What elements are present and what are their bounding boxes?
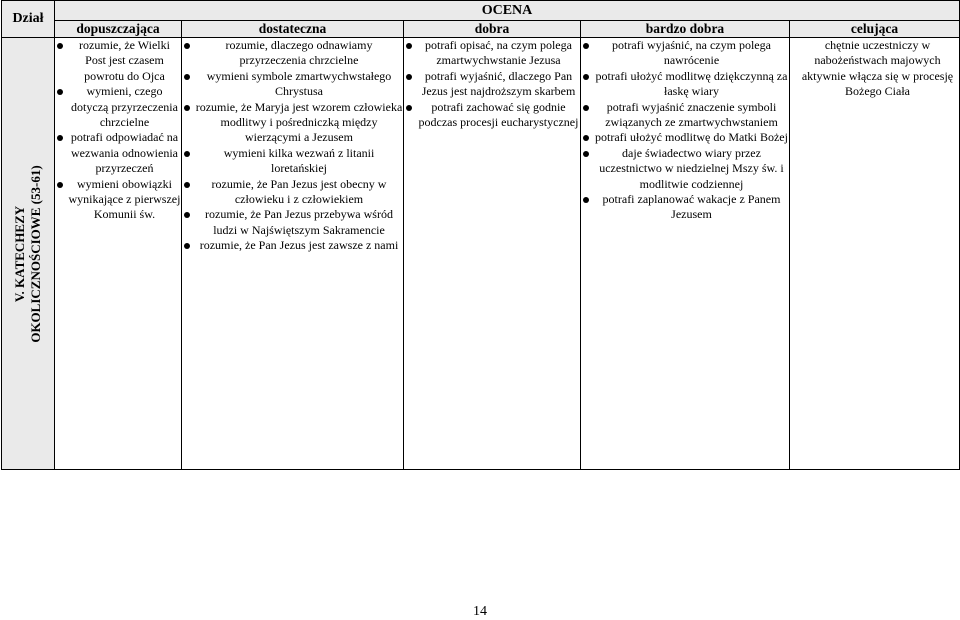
item-text: potrafi zachować się godnie podczas procesji eucharystycznej: [418, 99, 579, 130]
bullet-icon: [583, 151, 589, 157]
list-item: [404, 100, 580, 131]
item-text: rozumie, że Pan Jezus jest zawsze z nami: [199, 238, 399, 253]
list-item: [55, 84, 181, 130]
list-item: [404, 38, 580, 69]
column-celujaca: [790, 38, 960, 470]
list-item: [182, 238, 403, 253]
list-item: [182, 207, 403, 238]
bullet-icon: [184, 74, 190, 80]
list-item: [182, 177, 403, 208]
bullet-icon: [184, 43, 190, 49]
grade-header-dostateczna: dostateczna: [182, 21, 404, 38]
item-text: potrafi ułożyć modlitwę dziękczynną za łaskę wiary: [595, 68, 788, 99]
list-bardzo-dobra: [581, 38, 789, 223]
item-text: wymieni, czego dotyczą przyrzeczenia chrzcielne: [71, 84, 178, 130]
grade-header-dobra: dobra: [404, 21, 581, 38]
bullet-icon: [583, 74, 589, 80]
section-subtitle: OKOLICZNOŚCIOWE (53-61): [28, 164, 43, 343]
bullet-icon: [184, 151, 190, 157]
item-text: rozumie, że Pan Jezus przebywa wśród ludzi w Najświętszym Sakramencie: [205, 207, 393, 237]
bullet-icon: [184, 182, 190, 188]
bullet-icon: [583, 197, 589, 203]
list-item: [581, 130, 789, 145]
list-dopuszczajaca: [55, 38, 181, 223]
bullet-icon: [406, 74, 412, 80]
grade-header-dopuszczajaca: dopuszczająca: [55, 21, 182, 38]
list-item: [55, 130, 181, 176]
column-dopuszczajaca: [55, 38, 182, 470]
grade-header-celujaca: celująca: [790, 21, 960, 38]
list-item: [182, 100, 403, 146]
list-dobra: [404, 38, 580, 130]
item-text: wymieni obowiązki wynikające z pierwszej Komunii św.: [68, 176, 181, 222]
item-text: wymieni symbole zmartwychwstałego Chrystusa: [206, 68, 392, 99]
grading-table: [1, 0, 960, 470]
list-item: [581, 38, 789, 69]
item-text: potrafi odpowiadać na wezwania odnowienia przyrzeczeń: [70, 130, 179, 176]
list-dostateczna: [182, 38, 403, 254]
section-title: V. KATECHEZY: [12, 205, 27, 302]
list-item: [581, 146, 789, 192]
item-text: potrafi wyjaśnić, dlaczego Pan Jezus jest najdroższym skarbem: [421, 68, 576, 99]
item-text: potrafi wyjaśnić znaczenie symboli związanych ze zmartwychwstaniem: [605, 99, 778, 130]
list-item: [581, 100, 789, 131]
item-text: rozumie, dlaczego odnawiamy przyrzeczenia chrzcielne: [225, 38, 373, 68]
section-label: [12, 165, 44, 342]
column-dostateczna: [182, 38, 404, 470]
item-text: chętnie uczestniczy w nabożeństwach majowych: [814, 38, 941, 68]
list-item: [182, 69, 403, 100]
list-item: [182, 146, 403, 177]
item-text: potrafi ułożyć modlitwę do Matki Bożej: [595, 130, 788, 145]
list-item: [581, 192, 789, 223]
ocena-header: OCENA: [55, 1, 960, 21]
list-item: [790, 38, 959, 69]
bullet-icon: [583, 43, 589, 49]
bullet-icon: [583, 105, 589, 111]
bullet-icon: [184, 105, 190, 111]
dzial-header: Dział: [2, 1, 55, 38]
column-dobra: [404, 38, 581, 470]
list-item: [581, 69, 789, 100]
column-bardzo-dobra: [581, 38, 790, 470]
bullet-icon: [184, 212, 190, 218]
list-item: [55, 38, 181, 84]
item-text: wymieni kilka wezwań z litanii loretańskiej: [223, 145, 375, 176]
bullet-icon: [406, 105, 412, 111]
page-number: 14: [473, 604, 487, 619]
section-label-cell: [2, 38, 55, 470]
bullet-icon: [583, 135, 589, 141]
bullet-icon: [57, 89, 63, 95]
item-text: potrafi opisać, na czym polega zmartwychwstanie Jezusa: [425, 38, 572, 68]
item-text: rozumie, że Pan Jezus jest obecny w człowieku i z człowiekiem: [211, 176, 387, 207]
list-celujaca: [790, 38, 959, 100]
bullet-icon: [57, 43, 63, 49]
item-text: daje świadectwo wiary przez uczestnictwo w niedzielnej Mszy św. i modlitwie codziennej: [599, 145, 784, 191]
item-text: aktywnie włącza się w procesję Bożego Ciała: [801, 68, 954, 99]
item-text: rozumie, że Wielki Post jest czasem powrotu do Ojca: [79, 38, 170, 83]
item-text: rozumie, że Maryja jest wzorem człowieka modlitwy i pośredniczką między wierzącymi a Jezusem: [195, 99, 403, 145]
list-item: [790, 69, 959, 100]
bullet-icon: [57, 135, 63, 141]
item-text: potrafi wyjaśnić, na czym polega nawrócenie: [612, 38, 771, 68]
item-text: potrafi zaplanować wakacje z Panem Jezusem: [602, 192, 781, 222]
grade-header-bardzo-dobra: bardzo dobra: [581, 21, 790, 38]
bullet-icon: [184, 243, 190, 249]
bullet-icon: [406, 43, 412, 49]
list-item: [404, 69, 580, 100]
list-item: [55, 177, 181, 223]
bullet-icon: [57, 182, 63, 188]
list-item: [182, 38, 403, 69]
